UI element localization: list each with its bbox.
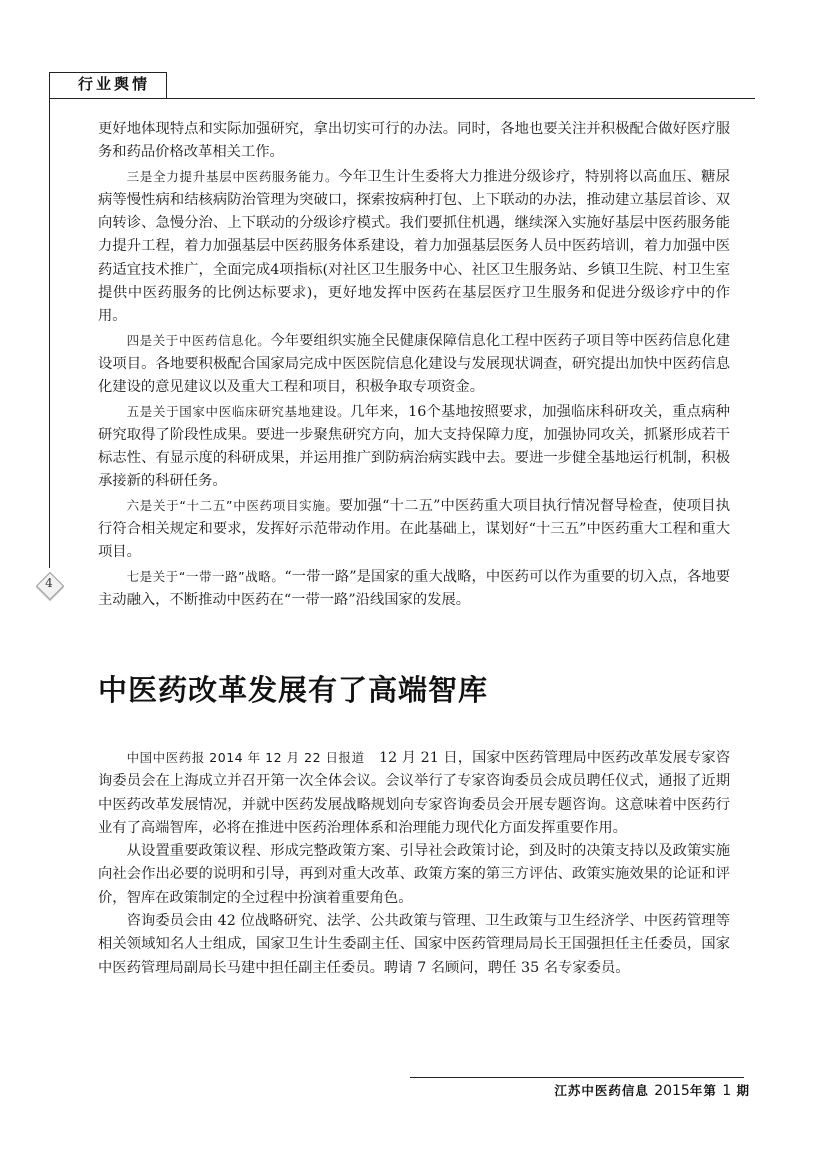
page-number: 4 (45, 576, 53, 590)
journal-name: 江苏中医药信息 (554, 1083, 649, 1098)
top-section-text (98, 118, 730, 612)
paragraph-lead: 五是关于国家中医临床研究基地建设。 (126, 403, 351, 419)
paragraph-text: 今年要组织实施全民健康保障信息化工程中医药子项目等中医药信息化建设项目。各地要积极配合国家局完成中医医院信息化建设与发展现状调查，研究提出加快中医药信息化建设的意见建议以及重大工程和项目，积极争取专项资金。 (98, 332, 730, 396)
paragraph: 咨询委员会由 42 位战略研究、法学、公共政策与管理、卫生政策与卫生经济学、中医药管理等相关领域知名人士组成，国家卫生计生委副主任、国家中医药管理局局长王国强担任主任委员，国家中医药管理局副局长马建中担任副主任委员。聘请 7 名顾问，聘任 35 名专家委员。 (98, 913, 730, 976)
paragraph-text: 今年卫生计生委将大力推进分级诊疗，特别将以高血压、糖尿病等慢性病和结核病防治管理为突破口，探索按病种打包、上下联动的办法，推动建立基层首诊、双向转诊、急慢分治、上下联动的分级诊疗模式。我们要抓住机遇，继续深入实施好基层中医药服务能力提升工程，着力加强基层中医药服务体系建设，着力加强基层医务人员中医药培训，着力加强中医药适宜技术推广，全面完成4项指标(对社区卫生服务中心、社区卫生服务站、乡镇卫生院、村卫生室提供中医药服务的比例达标要求)，更好地发挥中医药在基层医疗卫生服务和促进分级诊疗中的作用。 (98, 168, 730, 325)
paragraph-text: “一带一路”是国家的重大战略，中医药可以作为重要的切入点，各地要主动融入，不断推动中医药在“一带一路”沿线国家的发展。 (98, 568, 731, 608)
issue-number: 1 (722, 1083, 732, 1099)
paragraph-lead: 六是关于“十二五”中医药项目实施。 (126, 497, 339, 513)
footer-journal-info (530, 1081, 750, 1099)
page-number-badge (36, 572, 62, 598)
paragraph (98, 165, 730, 329)
article-body (98, 746, 730, 980)
paragraph: 更好地体现特点和实际加强研究，拿出切实可行的办法。同时，各地也要关注并积极配合做好医疗服务和药品价格改革相关工作。 (98, 121, 730, 161)
footer-rule (410, 1077, 744, 1078)
paragraph-lead: 三是全力提升基层中医药服务能力。 (126, 168, 339, 184)
paragraph: 从设置重要政策议程、形成完整政策方案、引导社会政策讨论，到及时的决策支持以及政策实施向社会作出必要的说明和引导，再到对重大改革、政策方案的第三方评估、政策实施效果的论证和评价，智库在政策制定的全过程中扮演着重要角色。 (98, 843, 730, 906)
section-label: 行业舆情 (78, 75, 151, 93)
paragraph (98, 494, 730, 565)
article-headline: 中医药改革发展有了高端智库 (98, 673, 489, 707)
paragraph-text: 12 月 21 日，国家中医药管理局中医药改革发展专家咨询委员会在上海成立并召开第一次全体会议。会议举行了专家咨询委员会成员聘任仪式，通报了近期中医药改革发展情况，并就中医药发展战略规划向专家咨询委员会开展专题咨询。这意味着中医药行业有了高端智库，必将在推进中医药治理体系和治理能力现代化方面发挥重要作用。 (98, 750, 731, 836)
paragraph (98, 565, 730, 613)
header-rule (49, 98, 755, 99)
paragraph-text: 几年来，16个基地按照要求，加强临床科研攻关，重点病种研究取得了阶段性成果。要进一步聚焦研究方向，加大支持保障力度，加强协同攻关，抓紧形成若干标志性、有显示度的科研成果，并运用推广到防病治病实践中去。要进一步健全基地运行机制，积极承接新的科研任务。 (98, 403, 730, 490)
paragraph-lead: 七是关于“一带一路”战略。 (126, 568, 285, 584)
paragraph-lead: 四是关于中医药信息化。 (126, 332, 271, 348)
paragraph (98, 329, 730, 400)
paragraph (98, 746, 730, 840)
paragraph (98, 400, 730, 494)
margin-rule (49, 98, 50, 568)
paragraph-text: 要加强“十二五”中医药重大项目执行情况督导检查，使项目执行符合相关规定和要求，发挥好示范带动作用。在此基础上，谋划好“十三五”中医药重大工程和重大项目。 (98, 497, 730, 561)
year-suffix: 年第 (689, 1083, 717, 1098)
dateline: 中国中医药报 2014 年 12 月 22 日报道 (126, 750, 365, 765)
issue-suffix: 期 (736, 1083, 750, 1098)
journal-year: 2015 (654, 1083, 690, 1099)
